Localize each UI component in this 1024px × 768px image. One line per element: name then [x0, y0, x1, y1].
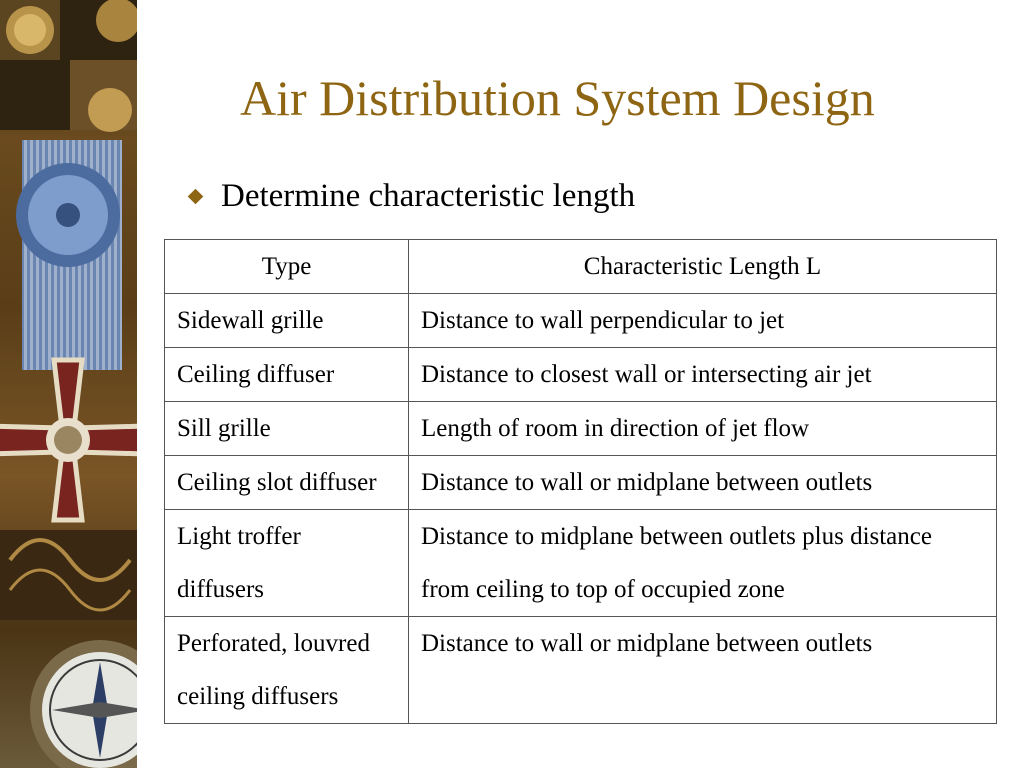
bullet-point	[186, 174, 635, 218]
type-cell-line: Sidewall grille	[177, 307, 324, 334]
table-row	[165, 617, 997, 724]
length-cell-line: from ceiling to top of occupied zone	[421, 576, 785, 603]
type-cell	[165, 510, 409, 617]
type-cell-line: ceiling diffusers	[177, 683, 339, 710]
bullet-text: Determine characteristic length	[221, 177, 636, 214]
table-row	[165, 456, 997, 510]
length-cell-line: Distance to wall or midplane between outlets	[421, 630, 873, 657]
length-cell	[409, 294, 997, 348]
type-cell-line: Ceiling diffuser	[177, 361, 335, 388]
column-header-length: Characteristic Length L	[409, 240, 997, 294]
slide-title: Air Distribution System Design	[240, 70, 875, 126]
type-cell	[165, 348, 409, 402]
type-cell	[165, 402, 409, 456]
length-cell	[409, 456, 997, 510]
medal-compass-photo	[0, 0, 137, 768]
characteristic-length-table	[164, 239, 997, 724]
table-row	[165, 294, 997, 348]
type-cell-line: Light troffer	[177, 523, 301, 550]
length-cell	[409, 348, 997, 402]
table-row	[165, 348, 997, 402]
type-cell	[165, 617, 409, 724]
length-cell	[409, 510, 997, 617]
diamond-bullet-icon	[188, 188, 204, 204]
length-cell-line: Distance to wall perpendicular to jet	[421, 307, 785, 334]
length-cell	[409, 617, 997, 724]
type-cell-line: diffusers	[177, 576, 265, 603]
decorative-photo-strip	[0, 0, 137, 768]
length-cell-line: Length of room in direction of jet flow	[421, 415, 810, 442]
length-cell-line: Distance to wall or midplane between outlets	[421, 469, 873, 496]
type-cell-line: Perforated, louvred	[177, 630, 370, 657]
type-cell	[165, 456, 409, 510]
column-header-type: Type	[165, 240, 409, 294]
length-cell-line: Distance to closest wall or intersecting air jet	[421, 361, 872, 388]
type-cell-line: Sill grille	[177, 415, 271, 442]
table-row	[165, 402, 997, 456]
type-cell	[165, 294, 409, 348]
length-cell	[409, 402, 997, 456]
table-header-row	[165, 240, 997, 294]
table-row	[165, 510, 997, 617]
type-cell-line: Ceiling slot diffuser	[177, 469, 377, 496]
length-cell-line: Distance to midplane between outlets plus distance	[421, 523, 932, 550]
